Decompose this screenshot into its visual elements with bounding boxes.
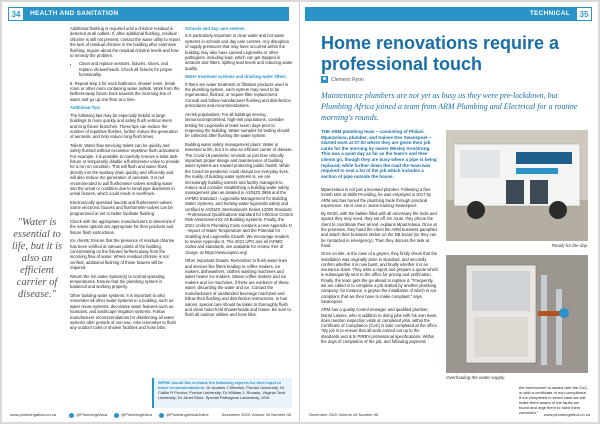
photo-plumbers-van bbox=[446, 130, 588, 241]
standfirst: Maintenance plumbers are not yet as busy as they were pre-lockdown, but Plumbing Africa joined a team from ARM Plumbing and Electrical for a routine morning's rounds. bbox=[321, 91, 578, 122]
subheading: Schools and day care centres: bbox=[185, 26, 246, 31]
left-header-bar bbox=[8, 7, 289, 21]
magazine-spread bbox=[2, 2, 598, 422]
twitter-link[interactable]: @PlumbingAfrica bbox=[69, 411, 107, 419]
bullet-list bbox=[70, 61, 180, 77]
subheading: Water treatment systems and drinking water filters: bbox=[185, 74, 288, 80]
subheading: Additional Tips bbox=[70, 105, 101, 111]
thanks-callout bbox=[152, 378, 292, 408]
linkedin-link[interactable]: @PlumbingAfrica bbox=[114, 411, 152, 419]
author-icon bbox=[321, 76, 328, 83]
photo-water-supply bbox=[446, 255, 588, 373]
page-number: 35 bbox=[576, 7, 592, 21]
footer-url[interactable]: www.plumbingafrica.co.za bbox=[543, 412, 590, 417]
right-footer bbox=[309, 411, 590, 419]
paragraph: It is particularly important to clear water and hot water systems in schools and day care centres. Any disruption of supply pressures that may have occurred within the building may also have caused Legionella or other pathogens, including lead, which can get trapped in aerators and filters, spilling lead levels and reducing water quality. bbox=[185, 33, 293, 71]
paragraph: At-risk populations: For all buildings serving immunocompromised, high-risk populations, consider testing for Legionella at least seven days prior to reopening the building. Water samples for testing should be collected after flushing the water system. bbox=[185, 111, 290, 139]
left-page bbox=[2, 2, 300, 422]
van-illustration bbox=[446, 130, 588, 241]
list-item: • Clean and replace aerators, fixtures, shoes, and replace showerheads. Check all fixtures for proper functionality. bbox=[79, 61, 180, 77]
article-title: Home renovations require a professional touch bbox=[321, 33, 560, 74]
paragraph: Building water safety management plans: Water is essential to life, but it is also an efficient carrier of disease. The Covid-19 pandemic reminds us just how critically important proper design and maintenance of building water systems are toward protecting public health. While the Covid-19 pandemic could disrupt our everyday lives, the reality of building water systems is, we are increasingly building owners and facility managers to reduce and consider establishing a building water safety management plan as detailed in AS/NZS 3666 and the IAPMO Standard - Legionella Management for Building Water Systems, and heating water legionella safety and certified to AS/NZS International's Series 12000 Standard - Professional Qualifications Standard for Infection Control Risk Assessment for All Building Systems. Finally, the 2021 Uniform Plumbing Code contains a new Appendix N - Impact of Water Temperature and the Potential for Scalding and Legionella Growth. We encourage readers to review Appendix N. The 2021 UPC and all IAPMO codes and standards, are available for review, free of charge, at https://www.iapmo.org/ bbox=[185, 141, 293, 255]
paragraph: Toilets: Water flow servicing toilets can be quickly and safely flushed without excessive repetitive flush activations. For example, it is possible to carefully remove a toilet tank fixture or temporarily disable a flushometer valve to provide for a run-on condition. This will flush and water flows directly into the sanitary drain quickly and efficiently and will also reduce the generation of aerosols. It is not recommended to pull flushometer valves sending water into the urinal or condition due to small pipe diameters in urinal fixtures, which could result in overflows. bbox=[70, 142, 180, 197]
paragraph: 5. Repeat step 2 for each bathroom, shower room, break room or other room containing water outlets. Work from the farthest-away fixture back towards the incoming line of water and go up one floor at a time. bbox=[70, 80, 180, 102]
footer-issue: November 2020 Volume 26 Number 06 bbox=[221, 412, 291, 417]
paragraph: Ice chests: Ensure that the presence of residual chlorine has been verified at various points of the building, concentrating on the fixtures furthest away from the incoming flow of water. Where residual chlorine is not verified, additional flushing of those fixtures will be required. bbox=[70, 238, 175, 271]
author-name: Clemens Ryon bbox=[331, 76, 364, 83]
paragraph: Additional flushing is required until a chlorine residual is detected at all outlets. If, after additional flushing, residual chlorine is still not present, contact the water utility to report the lack of residual chlorine in the building after extensive flushing. Inquire about the residual chlorine levels and how to remedy the problem. bbox=[70, 26, 180, 59]
pull-quote: "Water is essential to life, but it is also an efficient carrier of disease." bbox=[11, 217, 63, 300]
paragraph: Return the hot water system(s) to normal operating temperatures. Ensure that the plumbing system is balanced and working properly. bbox=[70, 273, 165, 290]
paragraph: The following tips may be especially helpful to large buildings to more quickly and safely flush vertical risers and long fixture branches. These tips can reduce the number of repetitive flushes, further reduce the generation of aerosols, and help reduce long flush times. bbox=[70, 112, 178, 140]
paragraph: Once on site, in the case of a geyser, they firstly check that the installation was originally done in standard, and secondly confirm whether it is now burst, and finally whether it is an insurance claim. They write a report and prepare a quote which is subsequently sent to the office for pricing and verification. Finally, the team gets the go-ahead to replace it. "Frequently, we are called in to complete a job started by another plumbing company; for instance, a geyser the installation of which is not compliant, that we then have to make compliant," says Swanepoel. bbox=[321, 251, 439, 304]
paragraph: Mpanzelana is not just a licensed plumber. Following a five-month stint at Skills Providing, he was employed in 2017 by ARM and has honed the plumbing trade through practical experience. He is now in Jeans training Swanepoel. bbox=[321, 187, 432, 208]
paragraph: the homeowner is issued with the CoC, or with a certificate of non-compliance if not completed in which case we will make them aware of the faults we found and urge them to have them corrected." bbox=[519, 385, 589, 415]
paragraph: Check with the appropriate manufacturers to determine if the newer options are appropriate for their products and fixture flush instructions. bbox=[70, 219, 176, 235]
paragraph: ARM has a quality control manager and qualified plumber, Darryl Lasses, who in addition to doing jobs with his own team, does random inspection visits at completed jobs, within the Certificate of Compliance (CoC) is later completed at the office. "My job is to ensure that all work carried out up to the standards and is to PIRB's professional specifications. Within the days of completion of the job, and following payment, bbox=[321, 307, 438, 345]
linkedin-icon bbox=[114, 413, 119, 418]
photo-caption: Ready for the day. bbox=[551, 243, 588, 248]
left-footer bbox=[10, 411, 291, 419]
twitter-icon bbox=[69, 413, 74, 418]
callout-body: Dr Andrew J Whelton, Purdue University; Dr Caitlin R Proctor, Purdue University; Dr William J. Rhoads, Virginia Tech University; Dr Janet Stout, Special Pathogens Laboratory, USA bbox=[158, 385, 286, 400]
byline bbox=[321, 76, 364, 83]
page-number: 34 bbox=[8, 7, 24, 21]
paragraph: Electronically operated faucets and flushometer-valves: Some electronic faucets and flushometer-valves can be programmed or set to better facilitate flushing. bbox=[70, 199, 173, 216]
footer-url[interactable]: www.plumbingafrica.co.za bbox=[10, 412, 57, 417]
water-supply-illustration bbox=[446, 255, 588, 373]
footer-issue: November 2020 Volume 26 Number 06 bbox=[309, 412, 379, 417]
right-col-left bbox=[321, 187, 439, 347]
left-col-1 bbox=[70, 26, 180, 334]
facebook-icon bbox=[159, 413, 164, 418]
section-title: HEALTH AND SANITATION bbox=[30, 10, 119, 17]
section-title: TECHNICAL bbox=[529, 10, 570, 17]
paragraph: If there are water treatment or filtration products used in the plumbing system, each system may need to be regenerated, flushed, or require filter replacement. Consult and follow manufacturer flushing and disinfection procedures and recommendations. bbox=[185, 81, 291, 109]
callout-heading: WPMC would like to thank the following experts for their input to these recommendations: bbox=[158, 380, 281, 390]
paragraph: By 09:00, with the bakkie filled with all necessary the tools and spares they may need, they set off. En route, they phone the client to coordinate their arrival, explains Mpanzelana. Once at the premises, they hand the client the ARM business pamphlet and attach their business sticker on the DB board (so they can be contacted in emergency). Then they discuss the task at hand. bbox=[321, 211, 437, 248]
right-header-bar bbox=[305, 7, 592, 21]
social-links bbox=[69, 411, 208, 419]
paragraph: Other Important Details: Remember to flush water lines and devices like filters leading to coffee makers, ice makers, dishwashers, clothes washing machines and water heater ice makers. Steam coffee makers and ice makers and ice machines, if there are evidence of these water, discarding the water and ice. Contact the manufacturers of unattended beverage machines and follow their flushing and disinfection instructions. In hair salons, special care should be taken to thoroughly flush and clean hand-held showerheads and hoses. Be sure to flush all outdoor utilities and hose bibs. bbox=[185, 258, 291, 318]
photo-caption: Overhauling the water supply. bbox=[446, 375, 506, 380]
right-page bbox=[301, 2, 598, 422]
facebook-link[interactable]: @PlumbingAfricaOnline bbox=[159, 411, 209, 419]
paragraph: Other building water systems: It is important to also remember all other water systems in a building, such as water reuse systems, decorative water features such as fountains, and landscape irrigation systems. Follow manufacturer recommendations for disinfecting all water systems after periods of non-use. Also remember to flush any outdoor toilet or shower facilities and hose bibs. bbox=[70, 292, 176, 331]
left-col-2 bbox=[185, 26, 293, 321]
lead-paragraph: THE ARM plumbing team – consisting of Philani Mpanzelana, plumber, and trainee Dee Swanepoel – started work at 07:00 where they are given their job cards for the morning by owner Wesley Armstrong. This was a quiet day as far as the team's and their clients go, though they are busy where a pipe is being replaced, while further down the road the team was required to seal a lot of the job which includes a section of pipe outside the house. bbox=[321, 129, 437, 179]
